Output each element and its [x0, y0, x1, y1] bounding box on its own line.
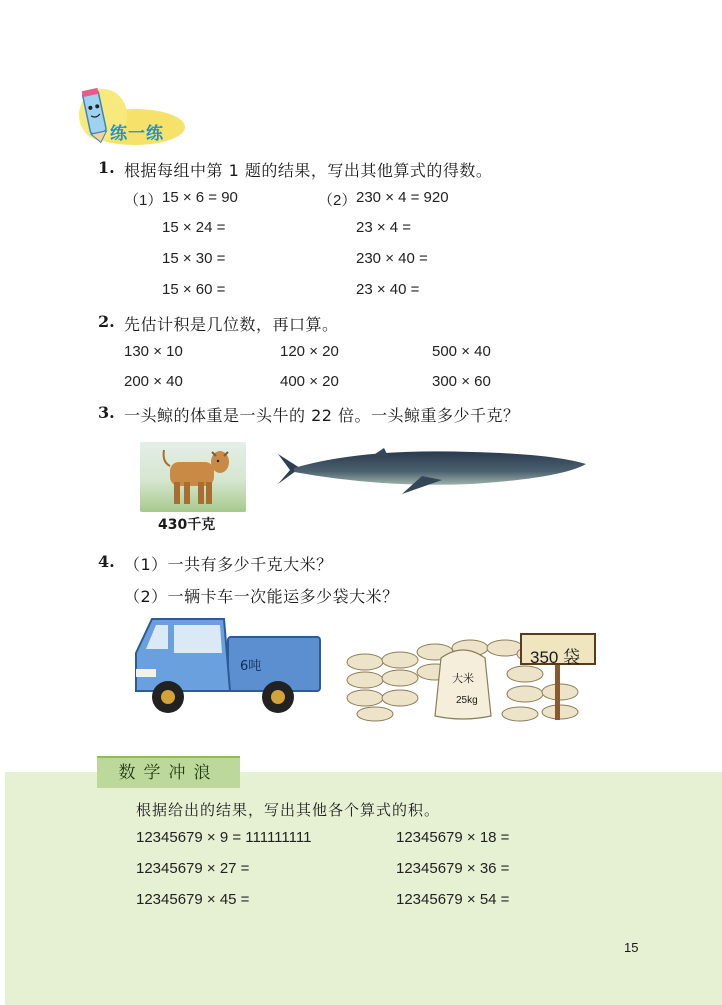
group2-item: 230 × 4 = 920: [356, 189, 449, 206]
rice-sack-label: 大米: [452, 672, 474, 685]
cow-image: [140, 442, 246, 512]
truck-image: [128, 613, 324, 717]
group2-item: 23 × 40 =: [356, 281, 420, 298]
group2-item: 23 × 4 =: [356, 219, 412, 236]
question-4-sub1: （1）一共有多少千克大米？: [124, 555, 333, 574]
wave-left-item: 12345679 × 45 =: [136, 891, 250, 908]
group1-item: 15 × 24 =: [162, 219, 226, 236]
group1-label: （1）: [124, 192, 163, 209]
group1-item: 15 × 60 =: [162, 281, 226, 298]
estimate-item: 400 × 20: [280, 373, 339, 390]
question-3-text: 一头鲸的体重是一头牛的 22 倍。一头鲸重多少千克？: [124, 406, 520, 425]
group1-item: 15 × 6 = 90: [162, 189, 238, 206]
wave-right-item: 12345679 × 36 =: [396, 860, 510, 877]
math-wave-tab: [97, 756, 240, 788]
question-1-number: 1.: [98, 158, 115, 177]
question-2-text: 先估计积是几位数，再口算。: [124, 315, 339, 334]
whale-icon: [272, 444, 590, 500]
page-number: 15: [624, 940, 639, 955]
estimate-item: 120 × 20: [280, 343, 339, 360]
question-1-text: 根据每组中第 1 题的结果，写出其他算式的得数。: [124, 161, 493, 180]
whale-image: [272, 444, 590, 500]
question-4-sub2: （2）一辆卡车一次能运多少袋大米？: [124, 587, 399, 606]
truck-load-label: 6吨: [240, 659, 262, 674]
sign-text: 350 袋: [530, 648, 581, 667]
math-wave-title: 数学冲浪: [118, 763, 219, 783]
question-3-number: 3.: [98, 403, 115, 422]
group1-item: 15 × 30 =: [162, 250, 226, 267]
estimate-item: 500 × 40: [432, 343, 491, 360]
wave-right-item: 12345679 × 18 =: [396, 829, 510, 846]
estimate-item: 300 × 60: [432, 373, 491, 390]
question-4-number: 4.: [98, 552, 115, 571]
wave-left-item: 12345679 × 9 = 111111111: [136, 829, 312, 846]
estimate-item: 200 × 40: [124, 373, 183, 390]
math-wave-intro: 根据给出的结果，写出其他各个算式的积。: [136, 801, 441, 819]
cow-weight-caption: 430千克: [158, 517, 216, 533]
wave-left-item: 12345679 × 27 =: [136, 860, 250, 877]
estimate-item: 130 × 10: [124, 343, 183, 360]
question-2-number: 2.: [98, 312, 115, 331]
cow-icon: [140, 442, 246, 512]
rice-sack-weight: 25kg: [456, 695, 478, 706]
wave-right-item: 12345679 × 54 =: [396, 891, 510, 908]
group2-label: （2）: [318, 192, 357, 209]
group2-item: 230 × 40 =: [356, 250, 428, 267]
truck-icon: [128, 613, 324, 717]
practice-title: 练一练: [110, 124, 164, 144]
